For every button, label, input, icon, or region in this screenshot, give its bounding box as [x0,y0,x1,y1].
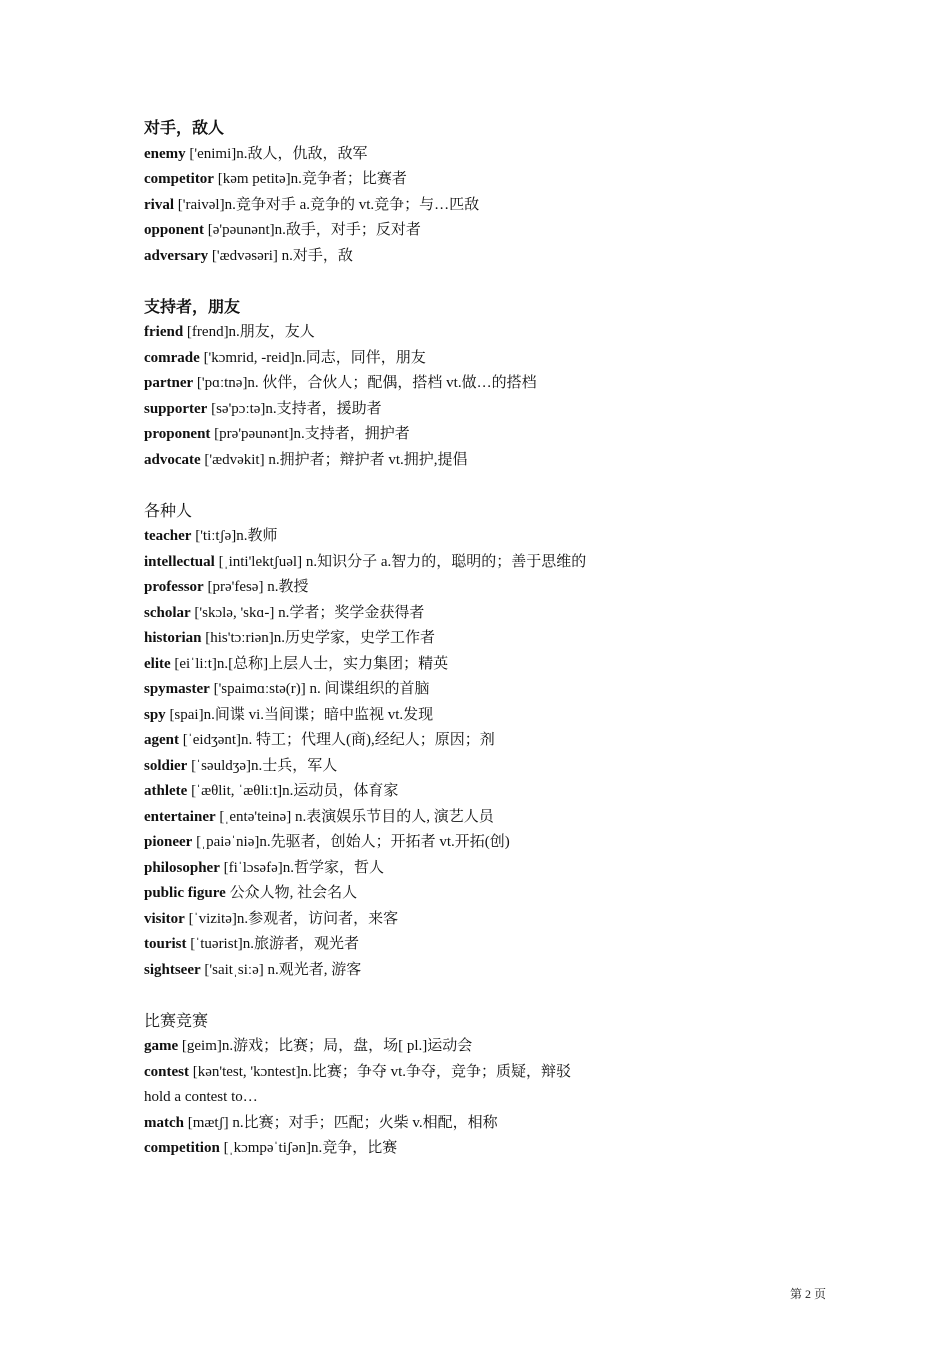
vocab-entry [144,193,864,219]
vocab-word: contest [144,1063,189,1080]
vocab-word: athlete [144,783,188,799]
vocab-word: visitor [144,910,185,927]
vocab-definition: [ˈeidʒənt]n. 特工；代理人(商),经纪人；原因；剂 [179,732,495,748]
vocab-entry [144,422,864,448]
vocab-definition: ['ædvəsəri] n.对手，敌 [208,247,353,264]
vocab-definition: ['enimi]n.敌人，仇敌，敌军 [185,145,368,162]
vocab-definition: [eiˈliːt]n.[总称]上层人士，实力集团；精英 [170,655,449,672]
vocab-word: teacher [144,528,192,544]
vocab-word: elite [144,655,171,672]
vocab-entry [144,601,864,627]
vocab-entry [144,932,864,958]
section-heading: 比赛竞赛 [144,1012,209,1030]
vocab-definition: [kən'test, 'kɔntest]n.比赛；争夺 vt.争夺，竞争；质疑，辩驳 [189,1063,572,1080]
vocab-word: public figure [144,885,226,901]
vocab-entry [144,371,864,397]
vocab-entry [144,346,864,372]
vocab-definition: ['ædvəkit] n.拥护者；辩护者 vt.拥护,提倡 [200,451,468,468]
vocab-word: pioneer [144,834,193,850]
vocab-entry [144,907,864,933]
vocab-definition: [spai]n.间谍 vi.当间谍；暗中监视 vt.发现 [165,706,434,723]
vocab-definition: [ə'pəunənt]n.敌手，对手；反对者 [204,222,421,238]
vocab-word: friend [144,324,184,340]
vocab-entry [144,575,864,601]
vocab-entry [144,320,864,346]
vocab-word: historian [144,630,202,646]
vocab-definition: [kəm petitə]n.竞争者；比赛者 [213,171,407,187]
vocab-definition: ['spaimɑːstə(r)] n. 间谍组织的首脑 [209,681,430,697]
vocab-entry [144,754,864,780]
vocab-entry [144,677,864,703]
vocab-definition: [sə'pɔːtə]n.支持者，援助者 [207,400,382,417]
vocab-word: agent [144,732,179,748]
vocab-word: comrade [144,349,200,366]
vocab-entry [144,881,864,907]
vocab-word: proponent [144,426,211,442]
vocab-entry [144,397,864,423]
vocab-definition: [ˈvizitə]n.参观者，访问者，来客 [184,910,399,927]
vocab-definition: [prə'pəunənt]n.支持者，拥护者 [210,426,410,442]
vocab-definition: ['kɔmrid, -reid]n.同志，同伴，朋友 [199,349,426,366]
page-number: 第 2 页 [790,1287,827,1301]
vocab-entry [144,244,864,270]
section-people [144,499,864,984]
vocab-entry [144,728,864,754]
vocab-definition: [ˌentə'teinə] n.表演娱乐节目的人, 演艺人员 [215,808,494,825]
vocab-definition: [ˌpaiəˈniə]n.先驱者，创始人；开拓者 vt.开拓(创) [192,834,510,850]
vocab-word: entertainer [144,808,216,825]
document-page [144,116,864,1162]
vocab-word: game [144,1038,179,1054]
vocab-entry [144,448,864,474]
vocab-word: spymaster [144,681,210,697]
section-supporters [144,295,864,474]
vocab-word: rival [144,196,174,213]
vocab-definition: ['saitˌsiːə] n.观光者, 游客 [200,961,362,978]
vocab-word: partner [144,375,194,391]
vocab-entry [144,779,864,805]
vocab-word: intellectual [144,553,215,570]
vocab-entry [144,652,864,678]
vocab-word: scholar [144,604,191,621]
vocab-word: tourist [144,936,187,952]
vocab-word: opponent [144,222,205,238]
vocab-definition: [ˌinti'lektʃuəl] n.知识分子 a.智力的，聪明的；善于思维的 [214,553,587,570]
vocab-word: competitor [144,171,214,187]
vocab-definition: [fiˈlɔsəfə]n.哲学家，哲人 [219,859,384,876]
vocab-definition: ['tiːtʃə]n.教师 [191,528,278,544]
vocab-entry [144,142,864,168]
vocab-entry [144,550,864,576]
vocab-definition: ['skɔlə, 'skɑ-] n.学者；奖学金获得者 [190,604,425,621]
vocab-definition: [prə'fesə] n.教授 [203,579,309,595]
vocab-definition: [frend]n.朋友，友人 [183,324,315,340]
vocab-entry [144,1136,864,1162]
vocab-phrase: hold a contest to… [144,1089,258,1105]
vocab-entry [144,167,864,193]
vocab-word: enemy [144,145,186,162]
vocab-word: spy [144,706,166,723]
vocab-definition: 公众人物, 社会名人 [225,885,358,901]
vocab-entry [144,524,864,550]
vocab-entry [144,703,864,729]
vocab-entry [144,218,864,244]
vocab-word: professor [144,579,204,595]
vocab-word: soldier [144,757,188,774]
section-heading: 各种人 [144,502,193,520]
vocab-word: competition [144,1140,220,1156]
vocab-definition: [geim]n.游戏；比赛；局，盘，场[ pl.]运动会 [178,1038,473,1054]
vocab-word: adversary [144,247,209,264]
vocab-entry [144,1060,864,1086]
section-competitions [144,1009,864,1162]
vocab-definition: [ˈsəuldʒə]n.士兵，军人 [187,757,338,774]
vocab-entry [144,856,864,882]
vocab-entry [144,805,864,831]
vocab-definition: ['raivəl]n.竞争对手 a.竞争的 vt.竞争；与…匹敌 [174,196,480,213]
vocab-definition: [mætʃ] n.比赛；对手；匹配；火柴 v.相配，相称 [184,1114,498,1131]
section-heading: 对手，敌人 [144,120,225,137]
vocab-word: match [144,1114,184,1131]
vocab-entry [144,1111,864,1137]
vocab-definition: [ˈæθlit, ˈæθliːt]n.运动员，体育家 [187,783,399,799]
vocab-word: sightseer [144,961,201,978]
section-heading: 支持者，朋友 [144,298,241,316]
vocab-word: supporter [144,400,208,417]
vocab-definition: [ˈtuərist]n.旅游者，观光者 [186,936,359,952]
vocab-word: philosopher [144,859,220,876]
vocab-definition: [his'tɔːriən]n.历史学家，史学工作者 [201,630,436,646]
vocab-definition: [ˌkɔmpəˈtiʃən]n.竞争，比赛 [219,1140,398,1156]
vocab-entry [144,626,864,652]
phrase-entry [144,1085,864,1111]
vocab-entry [144,830,864,856]
vocab-definition: ['pɑːtnə]n. 伙伴，合伙人；配偶，搭档 vt.做…的搭档 [193,375,537,391]
vocab-word: advocate [144,451,201,468]
vocab-entry [144,958,864,984]
vocab-entry [144,1034,864,1060]
section-opponents [144,116,864,269]
